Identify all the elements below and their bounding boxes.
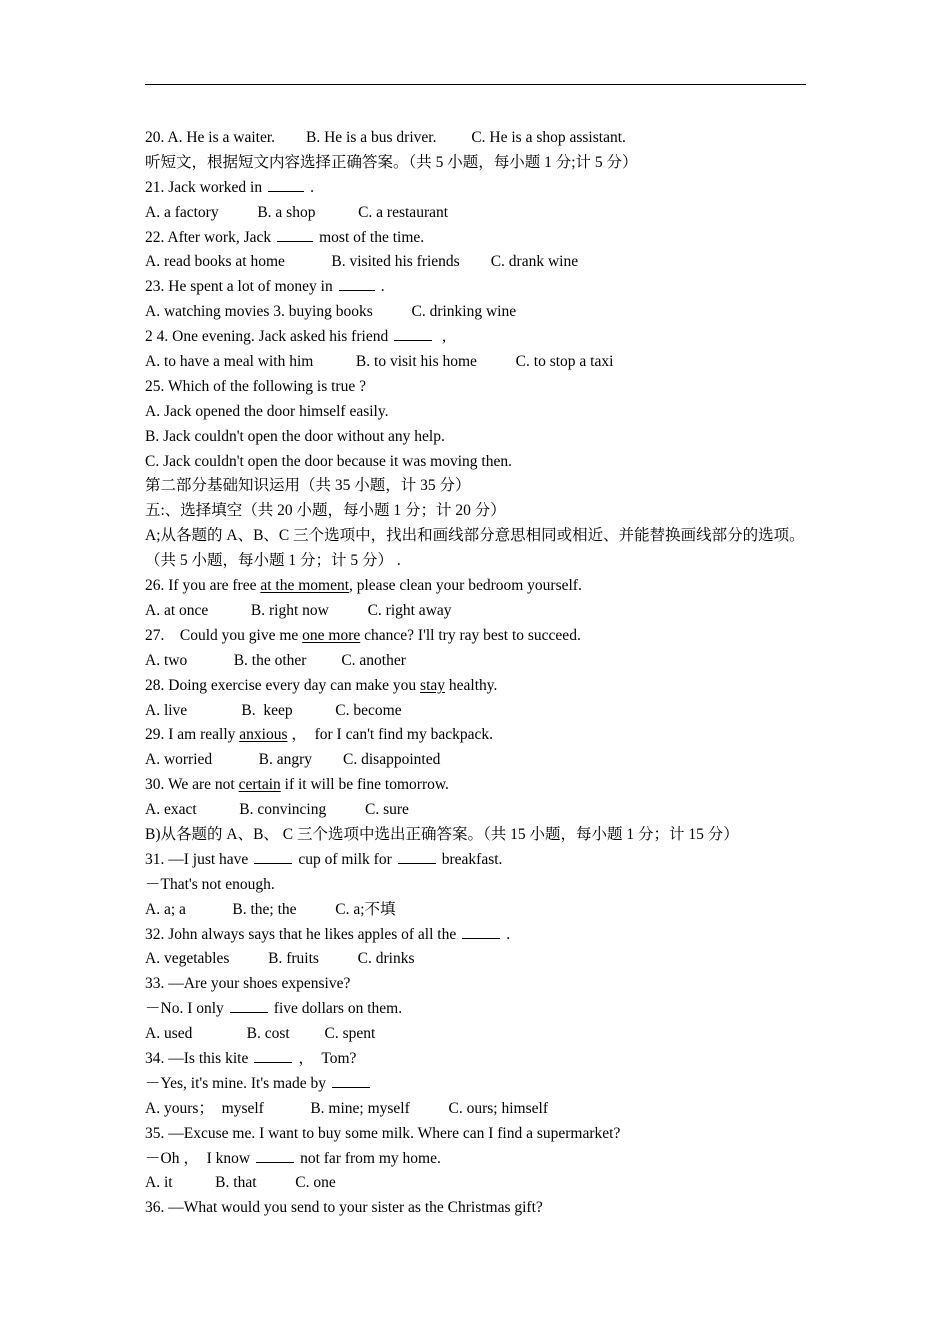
question-30: 30. We are not certain if it will be fine tomorrow. [145, 776, 449, 794]
options-24: A. to have a meal with him B. to visit his home C. to stop a taxi [145, 353, 614, 371]
question-21: 21. Jack worked in . [145, 178, 314, 196]
dialogue-reply: －That's not enough. [145, 875, 275, 893]
dialogue-reply: －No. I only five dollars on them. [145, 1000, 403, 1018]
question-27: 27. Could you give me one more chance? I'll try ray best to succeed. [145, 626, 581, 644]
question-33: 33. ―Are your shoes expensive? [145, 975, 351, 993]
text-line: 20. A. He is a waiter. B. He is a bus driver. C. He is a shop assistant. [145, 129, 626, 146]
answer-blank[interactable] [230, 1000, 268, 1013]
underlined-phrase: certain [238, 776, 281, 794]
question-29: 29. I am really anxious ， for I can't find my backpack. [145, 726, 493, 744]
answer-blank[interactable] [394, 328, 432, 341]
option-25b: B. Jack couldn't open the door without any help. [145, 427, 445, 445]
answer-blank[interactable] [254, 1050, 292, 1063]
options-29: A. worried B. angry C. disappointed [145, 751, 441, 769]
document-body [145, 126, 815, 1221]
options-35: A. it B. that C. one [145, 1174, 336, 1192]
section-heading: 五:、选择填空（共 20 小题，每小题 1 分；计 20 分） [145, 502, 506, 520]
question-28: 28. Doing exercise every day can make you stay healthy. [145, 676, 498, 694]
question-35: 35. ―Excuse me. I want to buy some milk. Where can I find a supermarket? [145, 1124, 621, 1142]
section-instruction: 听短文，根据短文内容选择正确答案。（共 5 小题，每小题 1 分;计 5 分） [145, 153, 638, 171]
answer-blank[interactable] [254, 851, 292, 864]
answer-blank[interactable] [268, 179, 304, 192]
answer-blank[interactable] [339, 278, 375, 291]
dialogue-reply: －Oh ， I know not far from my home. [145, 1149, 441, 1167]
options-33: A. used B. cost C. spent [145, 1025, 376, 1043]
options-22: A. read books at home B. visited his friends C. drank wine [145, 253, 579, 271]
question-26: 26. If you are free at the moment, please clean your bedroom yourself. [145, 577, 582, 595]
dialogue-reply: －Yes, it's mine. It's made by [145, 1072, 815, 1097]
question-23: 23. He spent a lot of money in . [145, 278, 385, 296]
option-25a: A. Jack opened the door himself easily. [145, 402, 389, 420]
section-instruction: A;从各题的 A、B、C 三个选项中，找出和画线部分意思相同或相近、并能替换画线部分的选项。（共 5 小题，每小题 1 分；计 5 分） . [145, 527, 805, 570]
options-34: A. yours； myself B. mine; myself C. ours; himself [145, 1099, 548, 1117]
question-34: 34. ―Is this kite ， Tom? [145, 1049, 357, 1067]
options-31: A. a; a B. the; the C. a;不填 [145, 900, 396, 918]
header-rule [145, 84, 806, 85]
underlined-phrase: at the moment [260, 577, 349, 595]
options-23: A. watching movies 3. buying books C. drinking wine [145, 303, 517, 321]
question-25: 25. Which of the following is true ? [145, 377, 366, 395]
options-27: A. two B. the other C. another [145, 651, 406, 669]
question-36: 36. ―What would you send to your sister as the Christmas gift? [145, 1199, 543, 1217]
answer-blank[interactable] [277, 229, 313, 242]
answer-blank[interactable] [256, 1150, 294, 1163]
answer-blank[interactable] [332, 1075, 370, 1088]
options-28: A. live B. keep C. become [145, 701, 402, 719]
section-instruction: B)从各题的 A、B、 C 三个选项中选出正确答案。（共 15 小题，每小题 1 分；计 15 分） [145, 825, 739, 843]
question-31: 31. ―I just have cup of milk for breakfast. [145, 850, 503, 868]
question-22: 22. After work, Jack most of the time. [145, 228, 425, 246]
underlined-phrase: anxious [239, 726, 288, 744]
options-30: A. exact B. convincing C. sure [145, 801, 409, 819]
answer-blank[interactable] [398, 851, 436, 864]
option-25c: C. Jack couldn't open the door because it was moving then. [145, 452, 512, 470]
options-32: A. vegetables B. fruits C. drinks [145, 950, 415, 968]
underlined-phrase: one more [302, 626, 361, 644]
question-32: 32. John always says that he likes apples of all the . [145, 925, 511, 943]
answer-blank[interactable] [462, 926, 500, 939]
underlined-phrase: stay [420, 676, 445, 694]
part-heading: 第二部分基础知识运用（共 35 小题，计 35 分） [145, 477, 471, 495]
options-21: A. a factory B. a shop C. a restaurant [145, 203, 449, 221]
options-26: A. at once B. right now C. right away [145, 601, 452, 619]
question-24: 2 4. One evening. Jack asked his friend , [145, 328, 446, 346]
